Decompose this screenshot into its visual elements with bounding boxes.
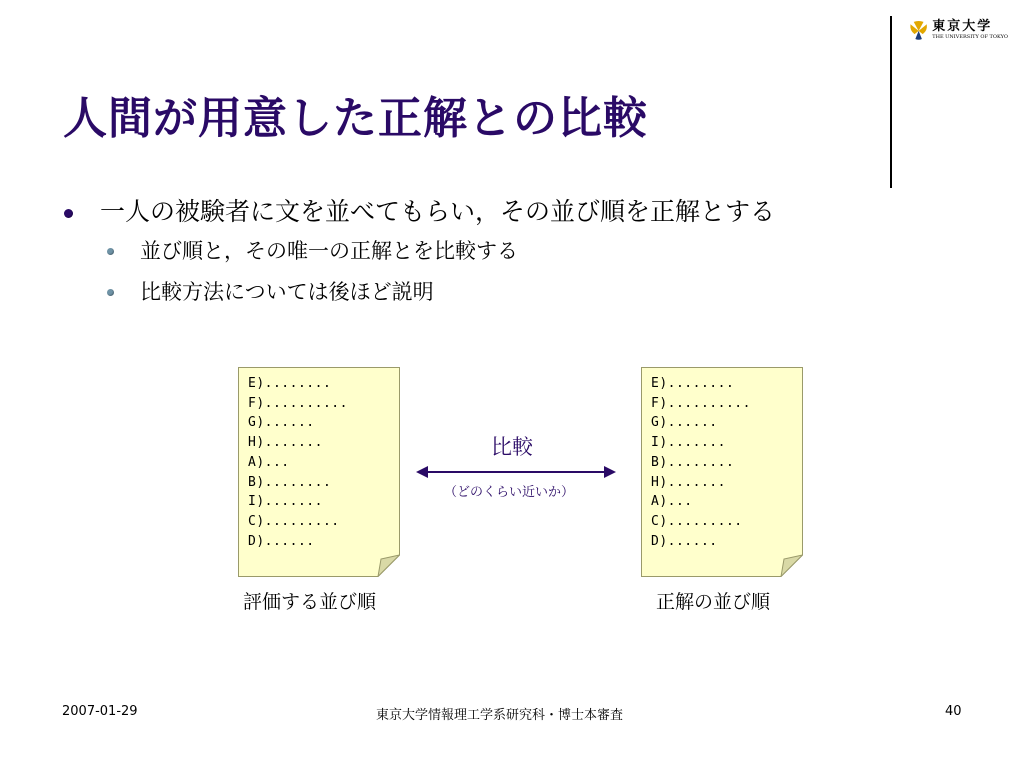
bullet-list [62, 194, 775, 313]
slide-title: 人間が用意した正解との比較 [63, 93, 648, 144]
note-line: F).......... [651, 395, 751, 411]
note-line: B)........ [651, 454, 735, 470]
note-lines [651, 374, 751, 551]
bullet-level2 [62, 272, 775, 313]
note-line: E)........ [248, 376, 332, 391]
note-line: G)...... [248, 415, 315, 431]
note-line: C)......... [248, 513, 340, 529]
footer-date: 2007-01-29 [62, 704, 138, 719]
page-number: 40 [945, 704, 962, 719]
note-line: B)........ [248, 474, 332, 490]
logo-name-en: THE UNIVERSITY OF TOKYO [932, 34, 1008, 40]
university-logo [908, 15, 1008, 45]
correct-order-note [641, 367, 803, 577]
correct-order-caption: 正解の並び順 [656, 591, 771, 613]
note-line: E)........ [651, 376, 735, 391]
evaluated-order-note [238, 367, 400, 577]
note-line: D)...... [248, 533, 315, 549]
bullet-dot-icon [107, 289, 114, 296]
note-lines [248, 374, 348, 551]
note-line: H)....... [248, 435, 323, 451]
bullet-dot-icon [64, 209, 73, 218]
logo-name-jp: 東京大学 [932, 19, 993, 34]
compare-label: 比較 [491, 435, 533, 459]
header-divider [890, 16, 892, 188]
bullet-dot-icon [107, 248, 114, 255]
note-line: A)... [248, 454, 290, 470]
note-line: H)....... [651, 474, 726, 490]
note-line: I)....... [651, 435, 726, 451]
compare-sublabel: （どのくらい近いか） [444, 485, 575, 500]
note-line: D)...... [651, 533, 718, 549]
bullet-text: 一人の被験者に文を並べてもらい，その並び順を正解とする [100, 197, 776, 226]
bullet-text: 並び順と，その唯一の正解とを比較する [140, 239, 518, 263]
note-line: G)...... [651, 415, 718, 431]
note-line: F).......... [248, 395, 348, 411]
footer-center: 東京大学情報理工学系研究科・博士本審査 [376, 708, 624, 723]
note-line: A)... [651, 494, 693, 510]
ginkgo-leaf-icon [908, 17, 929, 43]
evaluated-order-caption: 評価する並び順 [243, 591, 377, 613]
note-line: C)......... [651, 513, 743, 529]
bullet-level2 [62, 231, 775, 272]
bullet-level1 [62, 194, 775, 230]
note-line: I)....... [248, 494, 323, 510]
bullet-text: 比較方法については後ほど説明 [140, 280, 434, 304]
